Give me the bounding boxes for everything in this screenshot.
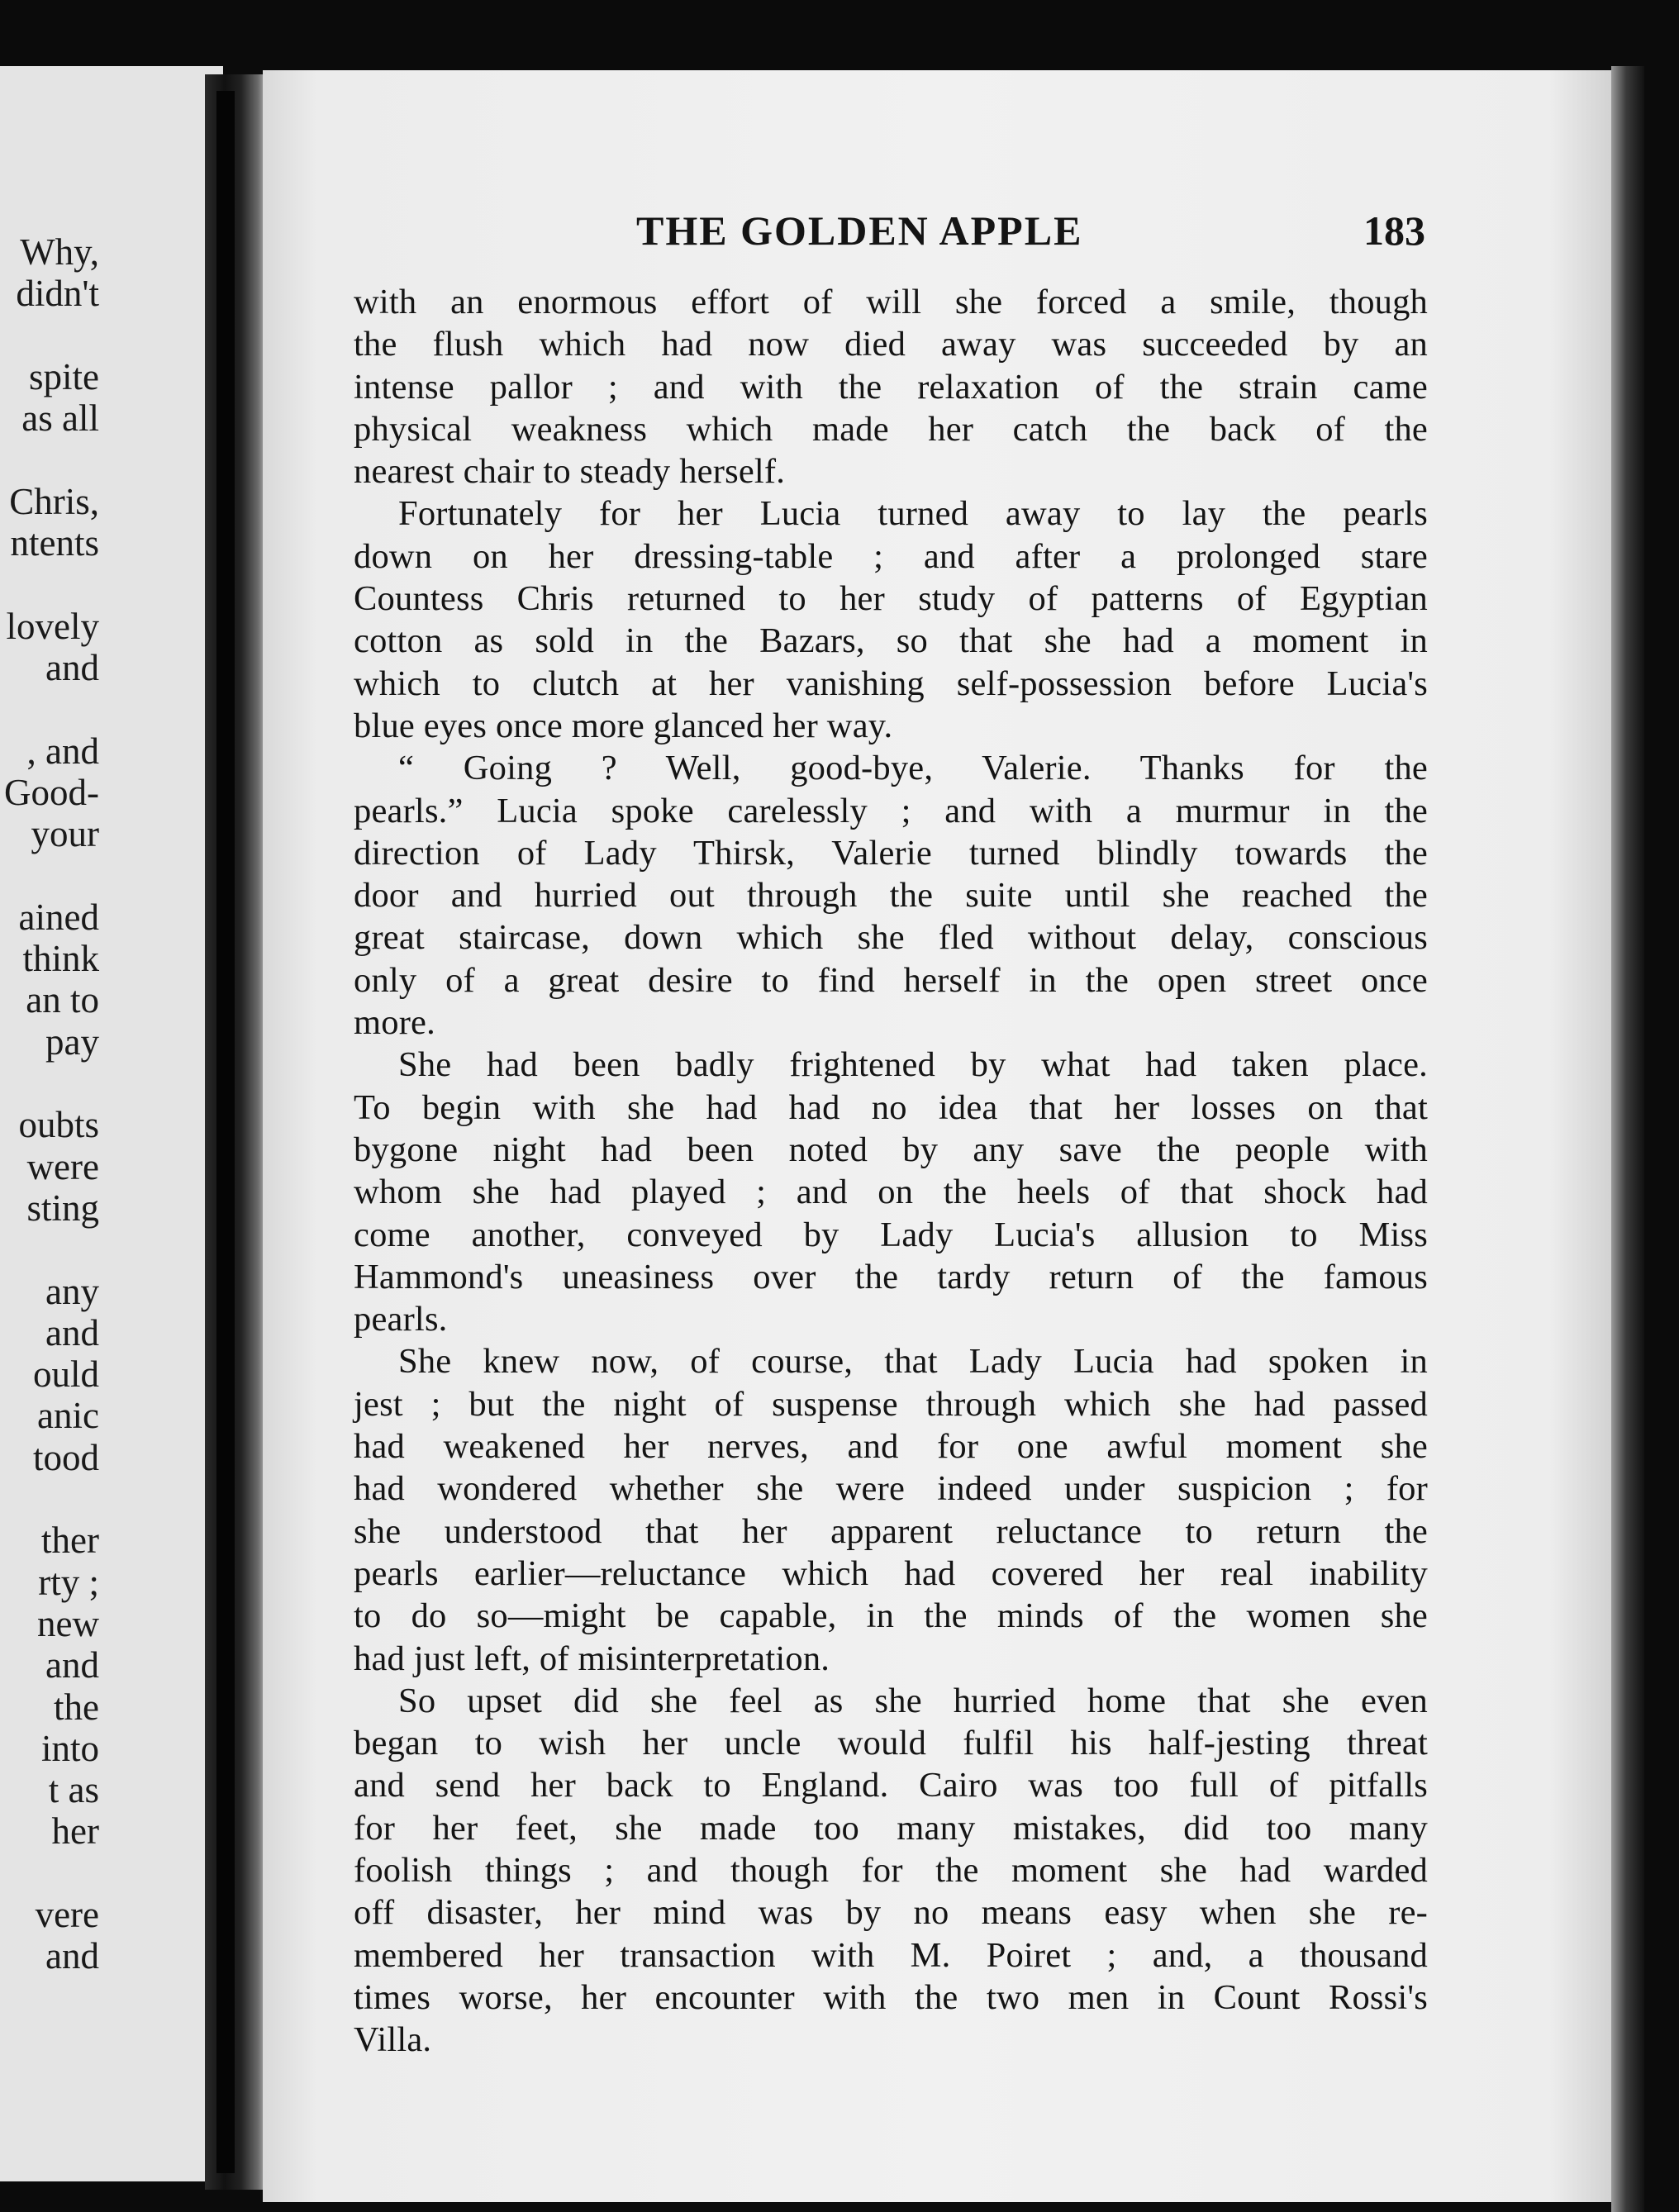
text-line: to do so—might be capable, in the minds of the women she [354,1596,1428,1636]
text-line: jest ; but the night of suspense through which she had passed [354,1384,1428,1424]
facing-page-fragment: , and [26,730,99,772]
facing-page-fragment: and [45,647,99,688]
text-line: pearls earlier—reluctance which had covered her real inability [354,1553,1428,1593]
text-line: off disaster, her mind was by no means easy when she re- [354,1893,1428,1933]
facing-page-fragment: pay [45,1020,99,1063]
body-text [354,281,1428,2061]
text-line: foolish things ; and though for the moment she had warded [354,1850,1428,1890]
text-line: blue eyes once more glanced her way. [354,706,893,745]
text-line: which to clutch at her vanishing self-possession before Lucia's [354,664,1428,703]
facing-page-fragment: and [45,1935,99,1977]
facing-page-fragment: any [45,1270,99,1312]
text-line: To begin with she had had no idea that her losses on that [354,1087,1428,1127]
text-line: Countess Chris returned to her study of patterns of Egyptian [354,579,1428,619]
facing-page-fragment: were [26,1145,99,1187]
facing-page [0,66,223,2181]
text-line: pearls. [354,1300,448,1339]
facing-page-fragment: oubts [18,1104,99,1146]
text-line: She knew now, of course, that Lady Lucia had spoken in [398,1342,1428,1382]
text-line: more. [354,1003,435,1043]
facing-page-fragment: into [40,1727,99,1769]
facing-page-fragment: lovely [6,605,99,647]
page-number: 183 [1363,207,1425,254]
facing-page-fragment: and [45,1311,99,1353]
facing-page-fragment: Good- [4,771,99,813]
facing-page-fragment: Why, [20,231,99,273]
text-line: pearls.” Lucia spoke carelessly ; and with a murmur in the [354,791,1428,830]
text-line: door and hurried out through the suite until she reached the [354,876,1428,916]
text-line: had wondered whether she were indeed under suspicion ; for [354,1469,1428,1509]
facing-page-fragment: ther [41,1520,99,1562]
page-header [636,207,1429,264]
text-line: membered her transaction with M. Poiret ; and, a thousand [354,1935,1428,1975]
text-line: Villa. [354,2020,432,2060]
text-line: She had been badly frightened by what had taken place. [398,1045,1428,1085]
text-line: began to wish her uncle would fulfil his half-jesting threat [354,1724,1428,1763]
facing-page-fragment: rty ; [38,1561,99,1603]
text-line: whom she had played ; and on the heels of that shock had [354,1173,1428,1212]
text-line: had weakened her nerves, and for one awful moment she [354,1427,1428,1467]
facing-page-fragment: her [51,1810,99,1853]
facing-page-fragment: an to [26,979,99,1021]
text-line: only of a great desire to find herself in the open street once [354,960,1428,1000]
facing-page-fragment: anic [37,1395,99,1437]
facing-page-fragment: sting [26,1187,99,1229]
text-line: So upset did she feel as she hurried home that she even [398,1681,1428,1720]
text-line: and send her back to England. Cairo was too full of pitfalls [354,1766,1428,1805]
text-line: “ Going ? Well, good-bye, Valerie. Thanks for the [398,749,1428,788]
facing-page-fragment: tood [32,1436,99,1478]
facing-page-fragment: ould [32,1353,99,1396]
facing-page-fragment: spite [29,355,99,397]
text-line: for her feet, she made too many mistakes, did too many [354,1808,1428,1848]
text-line: direction of Lady Thirsk, Valerie turned blindly towards the [354,833,1428,873]
text-line: intense pallor ; and with the relaxation of the strain came [354,367,1428,407]
text-line: Fortunately for her Lucia turned away to lay the pearls [398,494,1428,534]
facing-page-fragment: as all [21,397,99,440]
text-line: bygone night had been noted by any save the people with [354,1130,1428,1169]
facing-page-fragment: think [22,938,99,980]
text-line: with an enormous effort of will she forced a smile, though [354,283,1428,321]
text-line: times worse, her encounter with the two men in Count Rossi's [354,1977,1428,2017]
facing-page-fragment: Chris, [9,480,99,522]
binding-shadow [216,91,235,2173]
text-line: down on her dressing-table ; and after a prolonged stare [354,536,1428,576]
running-title: THE GOLDEN APPLE [636,207,1083,254]
facing-page-fragment: didn't [16,273,99,315]
text-line: had just left, of misinterpretation. [354,1639,830,1678]
facing-page-fragment: new [37,1602,99,1644]
facing-page-fragment: ntents [10,522,99,564]
text-line: cotton as sold in the Bazars, so that she had a moment in [354,621,1428,661]
text-line: Hammond's uneasiness over the tardy return of the famous [354,1257,1428,1296]
facing-page-fragment: t as [48,1769,99,1811]
text-line: the flush which had now died away was succeeded by an [354,325,1428,364]
facing-page-fragment: vere [35,1894,99,1935]
facing-page-fragment: your [31,813,99,855]
text-line: nearest chair to steady herself. [354,452,786,492]
facing-page-fragment: ained [18,896,99,938]
facing-page-fragment: and [45,1644,99,1686]
text-line: come another, conveyed by Lady Lucia's allusion to Miss [354,1215,1428,1254]
text-line: she understood that her apparent reluctance to return the [354,1511,1428,1551]
page-edge [1611,66,1644,2212]
book-gutter [205,74,271,2190]
text-line: physical weakness which made her catch the back of the [354,409,1428,449]
facing-page-fragment: the [54,1686,99,1728]
text-line: great staircase, down which she fled without delay, conscious [354,918,1428,958]
